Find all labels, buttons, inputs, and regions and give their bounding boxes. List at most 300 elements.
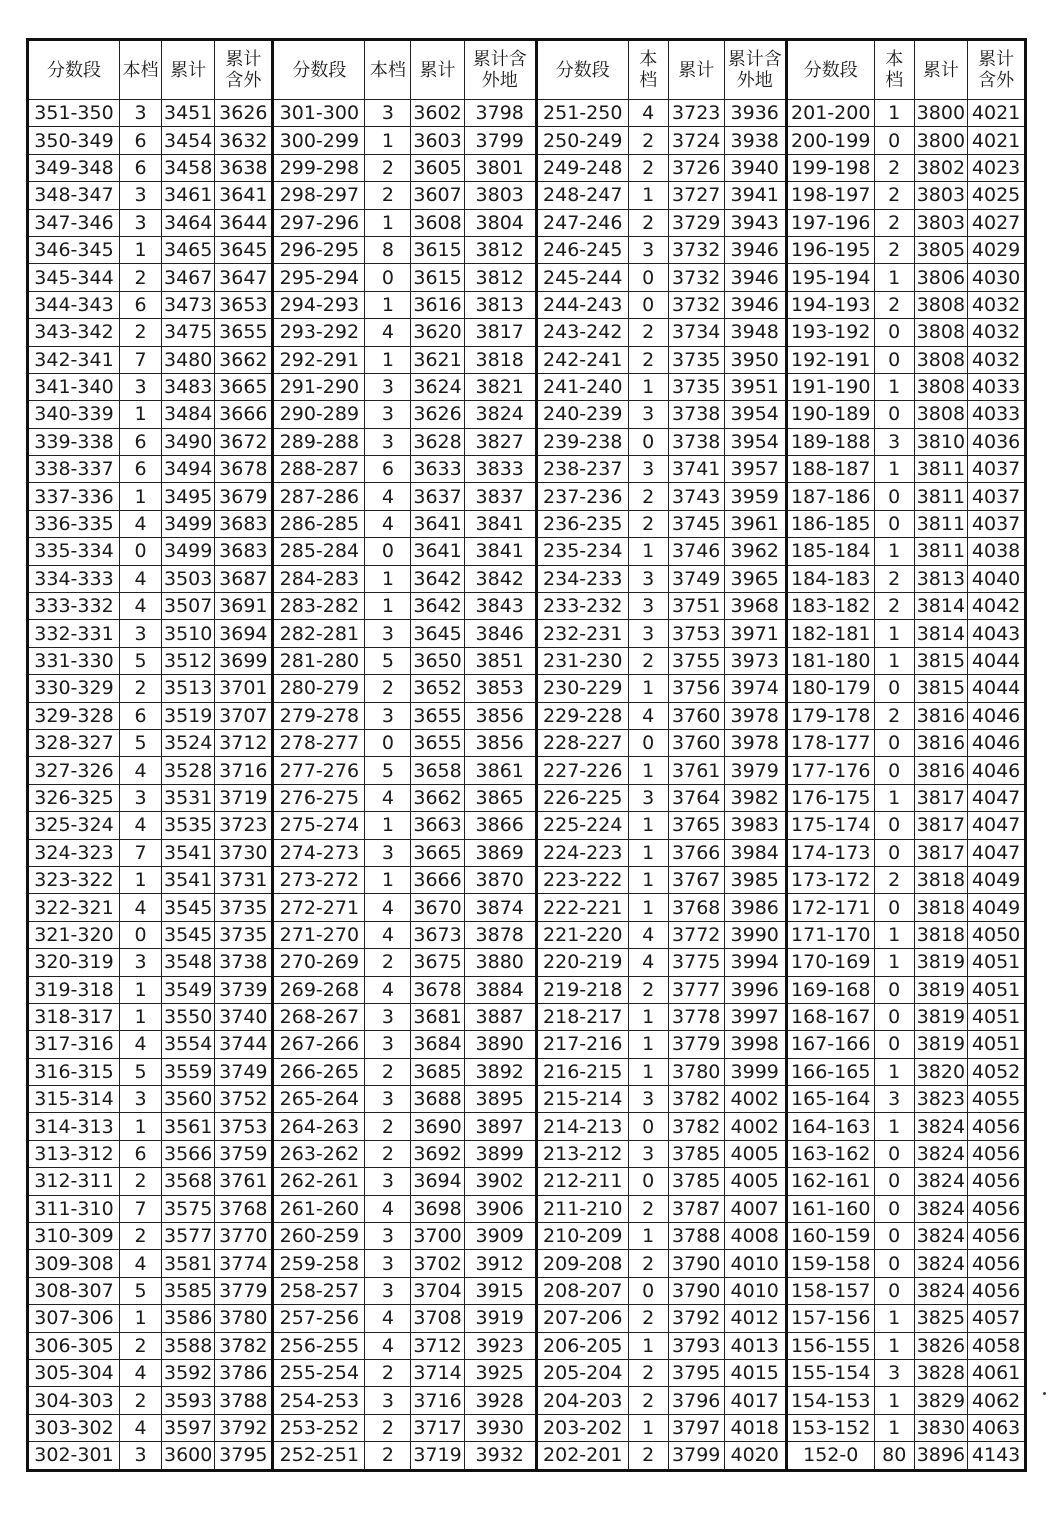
score-range-cell: 241-240 bbox=[536, 373, 628, 400]
cumulative-incl-other-header-4: 累计含外 bbox=[968, 40, 1026, 100]
table-row bbox=[28, 319, 1026, 346]
cumulative-cell: 3550 bbox=[162, 1003, 215, 1030]
cumulative-cell: 3662 bbox=[411, 784, 464, 811]
score-range-cell: 200-199 bbox=[786, 127, 874, 154]
table-row bbox=[28, 976, 1026, 1003]
cumulative-cell: 3467 bbox=[162, 264, 215, 291]
table-row bbox=[28, 866, 1026, 893]
cumulative-cell: 3800 bbox=[914, 100, 967, 127]
table-row bbox=[28, 894, 1026, 921]
cumulative-incl-other-cell: 3738 bbox=[215, 949, 273, 976]
table-row bbox=[28, 209, 1026, 236]
score-range-cell: 344-343 bbox=[28, 291, 120, 318]
this-band-cell: 3 bbox=[628, 1140, 668, 1167]
this-band-cell: 5 bbox=[120, 1058, 162, 1085]
cumulative-incl-other-cell: 3946 bbox=[724, 291, 786, 318]
score-range-cell: 192-191 bbox=[786, 346, 874, 373]
score-range-cell: 350-349 bbox=[28, 127, 120, 154]
cumulative-incl-other-cell: 4013 bbox=[724, 1332, 786, 1359]
cumulative-cell: 3741 bbox=[668, 456, 724, 483]
cumulative-incl-other-cell: 3740 bbox=[215, 1003, 273, 1030]
cumulative-incl-other-cell: 3683 bbox=[215, 538, 273, 565]
score-range-cell: 216-215 bbox=[536, 1058, 628, 1085]
cumulative-incl-other-cell: 4062 bbox=[968, 1387, 1026, 1414]
cumulative-cell: 3732 bbox=[668, 291, 724, 318]
cumulative-incl-other-cell: 4025 bbox=[968, 182, 1026, 209]
cumulative-cell: 3451 bbox=[162, 100, 215, 127]
cumulative-cell: 3510 bbox=[162, 620, 215, 647]
score-range-cell: 225-224 bbox=[536, 812, 628, 839]
this-band-cell: 1 bbox=[120, 401, 162, 428]
cumulative-cell: 3666 bbox=[411, 866, 464, 893]
score-range-cell: 223-222 bbox=[536, 866, 628, 893]
this-band-cell: 5 bbox=[120, 647, 162, 674]
cumulative-cell: 3817 bbox=[914, 784, 967, 811]
cumulative-cell: 3808 bbox=[914, 319, 967, 346]
this-band-cell: 3 bbox=[120, 100, 162, 127]
score-range-cell: 196-195 bbox=[786, 236, 874, 263]
cumulative-cell: 3824 bbox=[914, 1168, 967, 1195]
score-range-cell: 240-239 bbox=[536, 401, 628, 428]
table-row bbox=[28, 483, 1026, 510]
cumulative-incl-other-cell: 3837 bbox=[464, 483, 536, 510]
score-range-cell: 319-318 bbox=[28, 976, 120, 1003]
table-row bbox=[28, 1359, 1026, 1386]
cumulative-incl-other-cell: 3968 bbox=[724, 593, 786, 620]
this-band-cell: 3 bbox=[628, 593, 668, 620]
cumulative-incl-other-cell: 3812 bbox=[464, 236, 536, 263]
table-row bbox=[28, 100, 1026, 127]
score-range-cell: 156-155 bbox=[786, 1332, 874, 1359]
this-band-cell: 2 bbox=[120, 1223, 162, 1250]
cumulative-incl-other-cell: 3817 bbox=[464, 319, 536, 346]
this-band-cell: 1 bbox=[120, 976, 162, 1003]
score-range-cell: 334-333 bbox=[28, 565, 120, 592]
cumulative-cell: 3708 bbox=[411, 1305, 464, 1332]
cumulative-incl-other-cell: 4017 bbox=[724, 1387, 786, 1414]
table-row bbox=[28, 1140, 1026, 1167]
cumulative-cell: 3461 bbox=[162, 182, 215, 209]
score-range-cell: 288-287 bbox=[273, 456, 365, 483]
score-range-cell: 188-187 bbox=[786, 456, 874, 483]
this-band-cell: 0 bbox=[628, 1277, 668, 1304]
score-range-cell: 300-299 bbox=[273, 127, 365, 154]
score-range-cell: 249-248 bbox=[536, 154, 628, 181]
cumulative-cell: 3803 bbox=[914, 182, 967, 209]
cumulative-cell: 3566 bbox=[162, 1140, 215, 1167]
score-range-cell: 155-154 bbox=[786, 1359, 874, 1386]
cumulative-incl-other-cell: 3923 bbox=[464, 1332, 536, 1359]
score-range-cell: 276-275 bbox=[273, 784, 365, 811]
cumulative-incl-other-cell: 4008 bbox=[724, 1223, 786, 1250]
cumulative-incl-other-cell: 4046 bbox=[968, 729, 1026, 756]
cumulative-incl-other-cell: 4043 bbox=[968, 620, 1026, 647]
cumulative-cell: 3645 bbox=[411, 620, 464, 647]
this-band-cell: 3 bbox=[365, 620, 411, 647]
cumulative-incl-other-cell: 3774 bbox=[215, 1250, 273, 1277]
cumulative-cell: 3824 bbox=[914, 1140, 967, 1167]
cumulative-incl-other-cell: 3824 bbox=[464, 401, 536, 428]
score-range-cell: 269-268 bbox=[273, 976, 365, 1003]
cumulative-incl-other-cell: 3813 bbox=[464, 291, 536, 318]
cumulative-cell: 3694 bbox=[411, 1168, 464, 1195]
score-range-cell: 306-305 bbox=[28, 1332, 120, 1359]
score-range-cell: 323-322 bbox=[28, 866, 120, 893]
this-band-cell: 1 bbox=[628, 757, 668, 784]
score-range-cell: 197-196 bbox=[786, 209, 874, 236]
score-range-cell: 214-213 bbox=[536, 1113, 628, 1140]
score-range-cell: 189-188 bbox=[786, 428, 874, 455]
this-band-cell: 4 bbox=[120, 565, 162, 592]
cumulative-cell: 3749 bbox=[668, 565, 724, 592]
cumulative-cell: 3458 bbox=[162, 154, 215, 181]
this-band-cell: 1 bbox=[874, 647, 914, 674]
cumulative-cell: 3607 bbox=[411, 182, 464, 209]
this-band-cell: 3 bbox=[120, 209, 162, 236]
cumulative-cell: 3670 bbox=[411, 894, 464, 921]
score-range-cell: 234-233 bbox=[536, 565, 628, 592]
score-range-cell: 215-214 bbox=[536, 1086, 628, 1113]
score-range-cell: 281-280 bbox=[273, 647, 365, 674]
this-band-cell: 1 bbox=[628, 839, 668, 866]
score-range-cell: 279-278 bbox=[273, 702, 365, 729]
this-band-cell: 3 bbox=[120, 1442, 162, 1470]
this-band-cell: 4 bbox=[120, 593, 162, 620]
score-range-cell: 282-281 bbox=[273, 620, 365, 647]
cumulative-incl-other-cell: 3723 bbox=[215, 812, 273, 839]
cumulative-incl-other-cell: 3691 bbox=[215, 593, 273, 620]
this-band-cell: 1 bbox=[874, 784, 914, 811]
this-band-cell: 1 bbox=[874, 373, 914, 400]
cumulative-incl-other-cell: 3957 bbox=[724, 456, 786, 483]
cumulative-incl-other-cell: 3653 bbox=[215, 291, 273, 318]
cumulative-cell: 3811 bbox=[914, 456, 967, 483]
this-band-cell: 0 bbox=[874, 319, 914, 346]
cumulative-incl-other-cell: 3707 bbox=[215, 702, 273, 729]
cumulative-incl-other-cell: 3978 bbox=[724, 702, 786, 729]
this-band-cell: 4 bbox=[365, 319, 411, 346]
cumulative-incl-other-cell: 3694 bbox=[215, 620, 273, 647]
score-range-cell: 174-173 bbox=[786, 839, 874, 866]
this-band-cell: 2 bbox=[628, 127, 668, 154]
cumulative-incl-other-cell: 3869 bbox=[464, 839, 536, 866]
cumulative-cell: 3541 bbox=[162, 839, 215, 866]
cumulative-incl-other-cell: 3997 bbox=[724, 1003, 786, 1030]
table-row bbox=[28, 1442, 1026, 1470]
table-row bbox=[28, 456, 1026, 483]
this-band-cell: 1 bbox=[628, 1058, 668, 1085]
score-range-cell: 209-208 bbox=[536, 1250, 628, 1277]
cumulative-incl-other-cell: 4047 bbox=[968, 839, 1026, 866]
cumulative-cell: 3524 bbox=[162, 729, 215, 756]
this-band-cell: 0 bbox=[365, 729, 411, 756]
cumulative-incl-other-cell: 4023 bbox=[968, 154, 1026, 181]
cumulative-incl-other-cell: 3874 bbox=[464, 894, 536, 921]
cumulative-cell: 3602 bbox=[411, 100, 464, 127]
cumulative-cell: 3811 bbox=[914, 538, 967, 565]
cumulative-incl-other-cell: 3994 bbox=[724, 949, 786, 976]
cumulative-incl-other-cell: 3687 bbox=[215, 565, 273, 592]
cumulative-incl-other-cell: 4056 bbox=[968, 1223, 1026, 1250]
cumulative-cell: 3513 bbox=[162, 675, 215, 702]
cumulative-incl-other-cell: 3856 bbox=[464, 702, 536, 729]
this-band-cell: 6 bbox=[120, 428, 162, 455]
this-band-cell: 1 bbox=[628, 812, 668, 839]
cumulative-cell: 3811 bbox=[914, 510, 967, 537]
cumulative-cell: 3797 bbox=[668, 1414, 724, 1441]
table-row bbox=[28, 1086, 1026, 1113]
score-range-cell: 235-234 bbox=[536, 538, 628, 565]
cumulative-cell: 3454 bbox=[162, 127, 215, 154]
this-band-cell: 0 bbox=[874, 1168, 914, 1195]
table-row bbox=[28, 565, 1026, 592]
score-range-cell: 266-265 bbox=[273, 1058, 365, 1085]
cumulative-incl-other-cell: 3795 bbox=[215, 1442, 273, 1470]
score-range-cell: 259-258 bbox=[273, 1250, 365, 1277]
cumulative-cell: 3714 bbox=[411, 1359, 464, 1386]
this-band-cell: 3 bbox=[365, 1168, 411, 1195]
cumulative-incl-other-cell: 4007 bbox=[724, 1195, 786, 1222]
this-band-cell: 0 bbox=[874, 812, 914, 839]
this-band-cell: 4 bbox=[628, 949, 668, 976]
this-band-cell: 1 bbox=[365, 866, 411, 893]
this-band-cell: 6 bbox=[120, 291, 162, 318]
cumulative-incl-other-cell: 3749 bbox=[215, 1058, 273, 1085]
this-band-cell: 1 bbox=[628, 675, 668, 702]
score-range-cell: 263-262 bbox=[273, 1140, 365, 1167]
score-range-cell: 314-313 bbox=[28, 1113, 120, 1140]
score-range-cell: 303-302 bbox=[28, 1414, 120, 1441]
cumulative-incl-other-cell: 3846 bbox=[464, 620, 536, 647]
cumulative-cell: 3825 bbox=[914, 1305, 967, 1332]
this-band-cell: 6 bbox=[120, 702, 162, 729]
score-range-cell: 268-267 bbox=[273, 1003, 365, 1030]
this-band-cell: 4 bbox=[120, 894, 162, 921]
this-band-cell: 1 bbox=[365, 565, 411, 592]
this-band-cell: 0 bbox=[874, 839, 914, 866]
score-range-cell: 158-157 bbox=[786, 1277, 874, 1304]
cumulative-cell: 3678 bbox=[411, 976, 464, 1003]
this-band-cell: 0 bbox=[874, 894, 914, 921]
this-band-header-4: 本档 bbox=[874, 40, 914, 100]
cumulative-incl-other-cell: 3880 bbox=[464, 949, 536, 976]
score-range-cell: 287-286 bbox=[273, 483, 365, 510]
this-band-cell: 2 bbox=[628, 1195, 668, 1222]
score-range-cell: 244-243 bbox=[536, 291, 628, 318]
cumulative-incl-other-cell: 3959 bbox=[724, 483, 786, 510]
this-band-cell: 3 bbox=[120, 784, 162, 811]
cumulative-incl-other-cell: 4056 bbox=[968, 1140, 1026, 1167]
cumulative-cell: 3819 bbox=[914, 976, 967, 1003]
score-range-cell: 195-194 bbox=[786, 264, 874, 291]
score-range-cell: 161-160 bbox=[786, 1195, 874, 1222]
score-range-cell: 272-271 bbox=[273, 894, 365, 921]
table-row bbox=[28, 729, 1026, 756]
score-range-cell: 250-249 bbox=[536, 127, 628, 154]
cumulative-cell: 3593 bbox=[162, 1387, 215, 1414]
cumulative-incl-other-cell: 3870 bbox=[464, 866, 536, 893]
cumulative-incl-other-cell: 4056 bbox=[968, 1168, 1026, 1195]
cumulative-cell: 3586 bbox=[162, 1305, 215, 1332]
this-band-cell: 0 bbox=[874, 1031, 914, 1058]
cumulative-cell: 3464 bbox=[162, 209, 215, 236]
cumulative-cell: 3772 bbox=[668, 921, 724, 948]
cumulative-cell: 3698 bbox=[411, 1195, 464, 1222]
table-row bbox=[28, 428, 1026, 455]
cumulative-cell: 3756 bbox=[668, 675, 724, 702]
this-band-cell: 3 bbox=[628, 236, 668, 263]
cumulative-cell: 3778 bbox=[668, 1003, 724, 1030]
this-band-cell: 0 bbox=[874, 127, 914, 154]
score-range-cell: 180-179 bbox=[786, 675, 874, 702]
cumulative-incl-other-cell: 3996 bbox=[724, 976, 786, 1003]
cumulative-cell: 3548 bbox=[162, 949, 215, 976]
this-band-cell: 0 bbox=[874, 729, 914, 756]
cumulative-incl-other-cell: 4010 bbox=[724, 1250, 786, 1277]
score-range-cell: 201-200 bbox=[786, 100, 874, 127]
this-band-cell: 3 bbox=[365, 1277, 411, 1304]
cumulative-cell: 3755 bbox=[668, 647, 724, 674]
this-band-cell: 0 bbox=[874, 346, 914, 373]
cumulative-incl-other-cell: 3818 bbox=[464, 346, 536, 373]
cumulative-cell: 3719 bbox=[411, 1442, 464, 1470]
score-range-cell: 346-345 bbox=[28, 236, 120, 263]
cumulative-incl-other-cell: 3925 bbox=[464, 1359, 536, 1386]
score-range-cell: 166-165 bbox=[786, 1058, 874, 1085]
score-range-cell: 206-205 bbox=[536, 1332, 628, 1359]
score-range-cell: 258-257 bbox=[273, 1277, 365, 1304]
cumulative-incl-other-cell: 3954 bbox=[724, 428, 786, 455]
cumulative-cell: 3585 bbox=[162, 1277, 215, 1304]
this-band-cell: 2 bbox=[628, 510, 668, 537]
table-row bbox=[28, 264, 1026, 291]
cumulative-cell: 3592 bbox=[162, 1359, 215, 1386]
this-band-cell: 3 bbox=[120, 1086, 162, 1113]
this-band-cell: 7 bbox=[120, 1195, 162, 1222]
cumulative-cell: 3806 bbox=[914, 264, 967, 291]
score-range-cell: 267-266 bbox=[273, 1031, 365, 1058]
this-band-cell: 1 bbox=[365, 127, 411, 154]
this-band-cell: 4 bbox=[365, 1195, 411, 1222]
cumulative-cell: 3535 bbox=[162, 812, 215, 839]
cumulative-incl-other-cell: 3798 bbox=[464, 100, 536, 127]
cumulative-cell: 3560 bbox=[162, 1086, 215, 1113]
cumulative-cell: 3808 bbox=[914, 346, 967, 373]
score-range-cell: 262-261 bbox=[273, 1168, 365, 1195]
score-range-cell: 271-270 bbox=[273, 921, 365, 948]
table-row bbox=[28, 510, 1026, 537]
score-range-cell: 178-177 bbox=[786, 729, 874, 756]
score-range-cell: 308-307 bbox=[28, 1277, 120, 1304]
cumulative-incl-other-cell: 3979 bbox=[724, 757, 786, 784]
this-band-cell: 0 bbox=[874, 1250, 914, 1277]
this-band-cell: 0 bbox=[120, 921, 162, 948]
cumulative-cell: 3817 bbox=[914, 839, 967, 866]
cumulative-incl-other-cell: 3984 bbox=[724, 839, 786, 866]
score-range-cell: 168-167 bbox=[786, 1003, 874, 1030]
this-band-cell: 2 bbox=[628, 1387, 668, 1414]
score-range-cell: 218-217 bbox=[536, 1003, 628, 1030]
score-range-cell: 341-340 bbox=[28, 373, 120, 400]
this-band-cell: 2 bbox=[628, 1250, 668, 1277]
score-range-cell: 304-303 bbox=[28, 1387, 120, 1414]
score-range-cell: 351-350 bbox=[28, 100, 120, 127]
cumulative-cell: 3559 bbox=[162, 1058, 215, 1085]
cumulative-cell: 3785 bbox=[668, 1140, 724, 1167]
score-range-cell: 228-227 bbox=[536, 729, 628, 756]
cumulative-cell: 3790 bbox=[668, 1277, 724, 1304]
this-band-cell: 1 bbox=[120, 1113, 162, 1140]
cumulative-incl-other-cell: 3865 bbox=[464, 784, 536, 811]
score-range-cell: 289-288 bbox=[273, 428, 365, 455]
cumulative-cell: 3795 bbox=[668, 1359, 724, 1386]
cumulative-cell: 3829 bbox=[914, 1387, 967, 1414]
cumulative-incl-other-cell: 3679 bbox=[215, 483, 273, 510]
cumulative-cell: 3549 bbox=[162, 976, 215, 1003]
cumulative-incl-other-cell: 3699 bbox=[215, 647, 273, 674]
table-row bbox=[28, 620, 1026, 647]
this-band-cell: 2 bbox=[365, 1058, 411, 1085]
score-range-cell: 184-183 bbox=[786, 565, 874, 592]
this-band-cell: 6 bbox=[365, 456, 411, 483]
this-band-cell: 3 bbox=[628, 784, 668, 811]
cumulative-incl-other-cell: 3759 bbox=[215, 1140, 273, 1167]
cumulative-incl-other-cell: 3770 bbox=[215, 1223, 273, 1250]
cumulative-incl-other-cell: 4036 bbox=[968, 428, 1026, 455]
this-band-cell: 2 bbox=[120, 1168, 162, 1195]
cumulative-incl-other-cell: 3890 bbox=[464, 1031, 536, 1058]
this-band-cell: 2 bbox=[628, 1305, 668, 1332]
cumulative-incl-other-cell: 4012 bbox=[724, 1305, 786, 1332]
cumulative-cell: 3823 bbox=[914, 1086, 967, 1113]
cumulative-header-2: 累计 bbox=[411, 40, 464, 100]
this-band-cell: 0 bbox=[628, 264, 668, 291]
cumulative-cell: 3743 bbox=[668, 483, 724, 510]
cumulative-cell: 3499 bbox=[162, 510, 215, 537]
cumulative-cell: 3495 bbox=[162, 483, 215, 510]
score-range-cell: 190-189 bbox=[786, 401, 874, 428]
this-band-cell: 6 bbox=[120, 154, 162, 181]
cumulative-incl-other-cell: 3788 bbox=[215, 1387, 273, 1414]
score-range-cell: 222-221 bbox=[536, 894, 628, 921]
cumulative-incl-other-cell: 4055 bbox=[968, 1086, 1026, 1113]
score-range-cell: 176-175 bbox=[786, 784, 874, 811]
score-range-cell: 321-320 bbox=[28, 921, 120, 948]
cumulative-incl-other-cell: 3779 bbox=[215, 1277, 273, 1304]
cumulative-incl-other-cell: 3683 bbox=[215, 510, 273, 537]
this-band-cell: 2 bbox=[628, 319, 668, 346]
table-header-row bbox=[28, 40, 1026, 100]
score-range-cell: 320-319 bbox=[28, 949, 120, 976]
score-range-cell: 239-238 bbox=[536, 428, 628, 455]
cumulative-cell: 3826 bbox=[914, 1332, 967, 1359]
this-band-cell: 5 bbox=[365, 647, 411, 674]
cumulative-incl-other-cell: 3912 bbox=[464, 1250, 536, 1277]
score-range-cell: 193-192 bbox=[786, 319, 874, 346]
table-row bbox=[28, 1031, 1026, 1058]
table-row bbox=[28, 346, 1026, 373]
cumulative-cell: 3475 bbox=[162, 319, 215, 346]
table-row bbox=[28, 1277, 1026, 1304]
cumulative-incl-other-cell: 4029 bbox=[968, 236, 1026, 263]
this-band-cell: 1 bbox=[628, 1332, 668, 1359]
cumulative-incl-other-cell: 3973 bbox=[724, 647, 786, 674]
cumulative-cell: 3624 bbox=[411, 373, 464, 400]
cumulative-incl-other-cell: 4049 bbox=[968, 866, 1026, 893]
cumulative-cell: 3735 bbox=[668, 346, 724, 373]
cumulative-cell: 3688 bbox=[411, 1086, 464, 1113]
cumulative-incl-other-cell: 4051 bbox=[968, 949, 1026, 976]
